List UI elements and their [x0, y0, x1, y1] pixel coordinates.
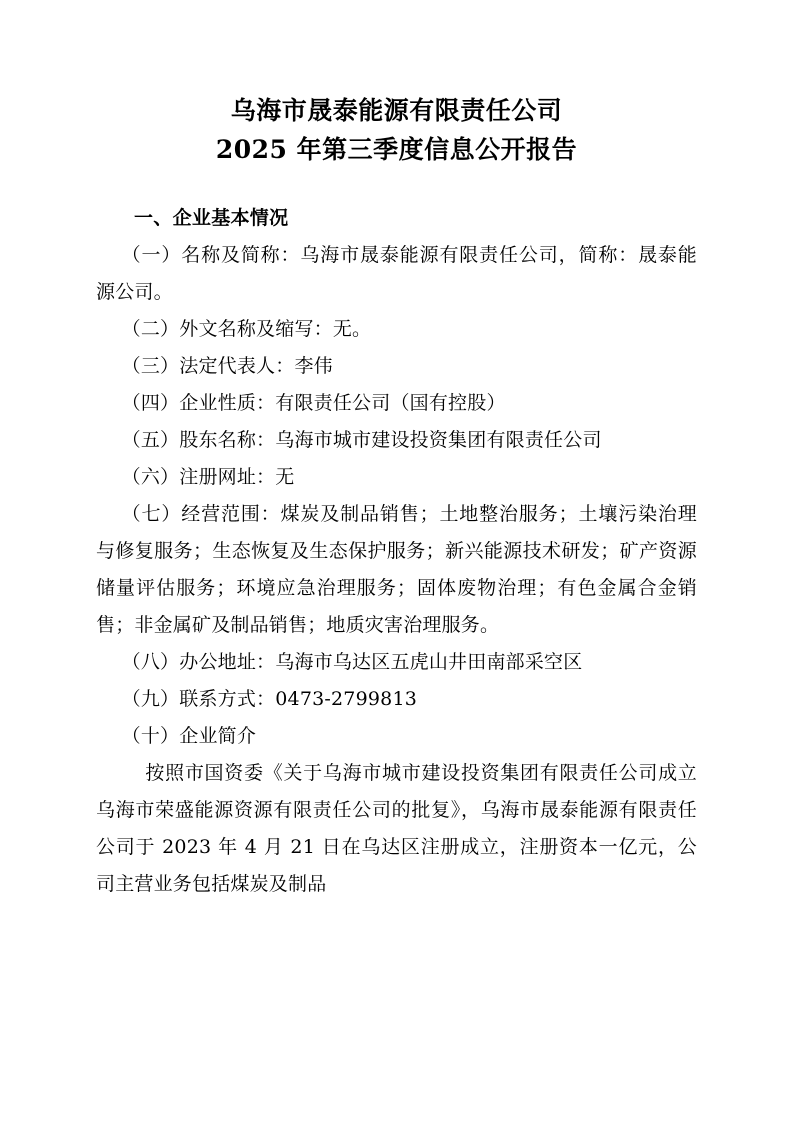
item-shareholder-name: （五）股东名称：乌海市城市建设投资集团有限责任公司: [121, 428, 602, 451]
item-enterprise-nature: （四）企业性质：有限责任公司（国有控股）: [121, 391, 506, 414]
company-profile-paragraph: 按照市国资委《关于乌海市城市建设投资集团有限责任公司成立乌海市荣盛能源资源有限责任公司的批复》，乌海市晟泰能源有限责任公司于 2023 年 4 月 21 日在乌达区注册成立，注册资本一亿元，公司主营业务包括煤炭及制品: [96, 762, 697, 896]
page-title: [96, 92, 697, 170]
item-office-address: （八）办公地址：乌海市乌达区五虎山井田南部采空区: [121, 651, 583, 674]
item-name-and-abbreviation: （一）名称及简称：乌海市晟泰能源有限责任公司，简称：晟泰能源公司。: [96, 243, 697, 303]
item-contact-information: （九）联系方式：0473-2799813: [121, 688, 418, 711]
page-title-line-1: 乌海市晟泰能源有限责任公司: [230, 96, 563, 125]
item-registered-website: （六）注册网址：无: [121, 465, 295, 488]
section-heading-basic-info: 一、企业基本情况: [134, 206, 289, 229]
item-foreign-name: （二）外文名称及缩写：无。: [121, 317, 372, 340]
item-business-scope: （七）经营范围：煤炭及制品销售；土地整治服务；土壤污染治理与修复服务；生态恢复及生态保护服务；新兴能源技术研发；矿产资源储量评估服务；环境应急治理服务；固体废物治理；有色金属合金销售；非金属矿及制品销售；地质灾害治理服务。: [96, 502, 697, 637]
item-legal-representative: （三）法定代表人：李伟: [121, 354, 333, 377]
page-title-line-2: 2025 年第三季度信息公开报告: [215, 134, 578, 164]
item-company-profile: （十）企业简介: [121, 725, 257, 748]
